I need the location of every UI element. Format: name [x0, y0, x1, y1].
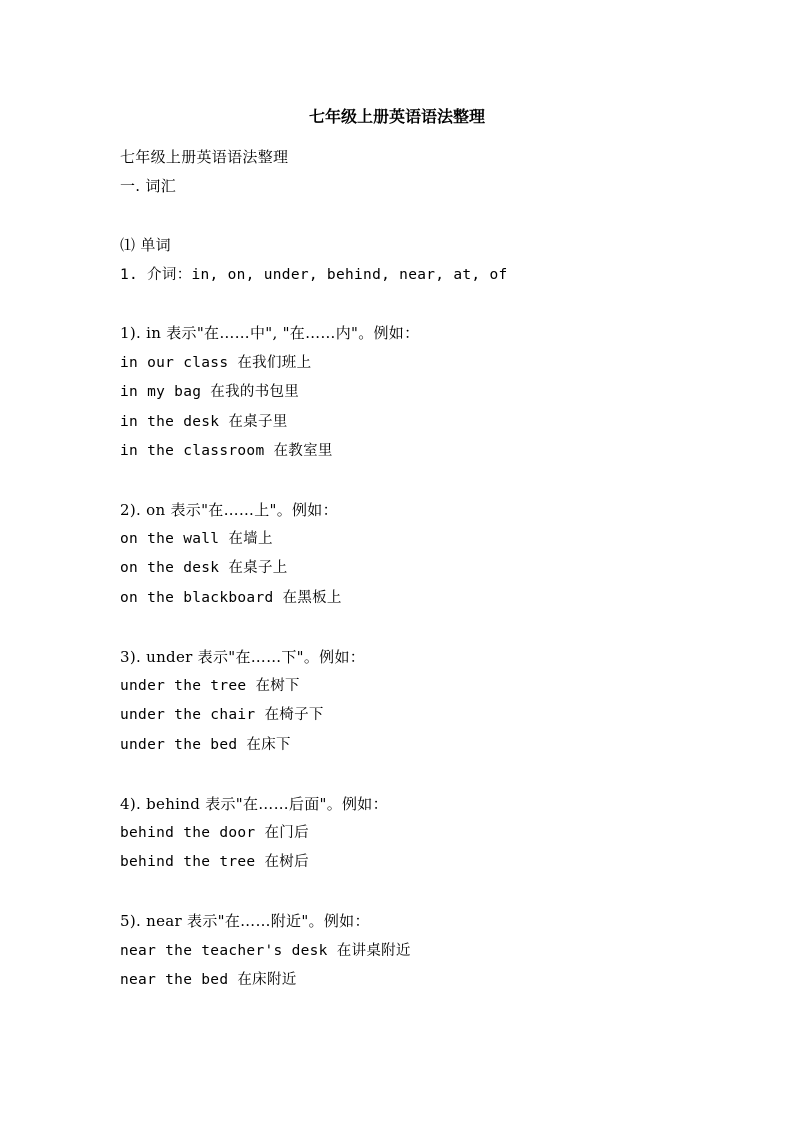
blank-line — [120, 613, 720, 642]
group-heading-near: 5). near 表示"在……附近"。例如： — [120, 912, 370, 931]
blank-line — [120, 878, 720, 907]
example-line: near the bed 在床附近 — [120, 971, 297, 988]
example-line: near the teacher's desk 在讲桌附近 — [120, 942, 411, 959]
blank-line — [120, 466, 720, 495]
section-heading: 一. 词汇 — [120, 177, 177, 196]
blank-line — [120, 760, 720, 789]
example-line: on the wall 在墙上 — [120, 531, 273, 548]
blank-line — [120, 290, 720, 319]
document-subtitle: 七年级上册英语语法整理 — [120, 148, 289, 166]
example-line: in my bag 在我的书包里 — [120, 384, 300, 401]
example-line: under the bed 在床下 — [120, 736, 291, 753]
group-heading-under: 3). under 表示"在……下"。例如： — [120, 647, 366, 666]
document-body — [120, 143, 720, 995]
example-line: on the desk 在桌子上 — [120, 560, 288, 577]
group-heading-behind: 4). behind 表示"在……后面"。例如： — [120, 794, 388, 813]
subsection-heading: ⑴ 单词 — [120, 236, 171, 255]
example-line: in the classroom 在教室里 — [120, 442, 333, 459]
example-line: behind the door 在门后 — [120, 824, 309, 841]
group-heading-on: 2). on 表示"在……上"。例如： — [120, 500, 338, 519]
example-line: on the blackboard 在黑板上 — [120, 589, 342, 606]
document-title: 七年级上册英语语法整理 — [308, 107, 485, 126]
example-line: in the desk 在桌子里 — [120, 413, 288, 430]
example-line: behind the tree 在树后 — [120, 854, 309, 871]
prepositions-line: 1. 介词：in, on, under, behind, near, at, of — [120, 266, 508, 283]
blank-line — [120, 202, 720, 231]
example-line: in our class 在我们班上 — [120, 354, 312, 371]
group-heading-in: 1). in 表示"在……中", "在……内"。例如： — [120, 324, 420, 343]
example-line: under the tree 在树下 — [120, 678, 300, 695]
example-line: under the chair 在椅子下 — [120, 707, 324, 724]
